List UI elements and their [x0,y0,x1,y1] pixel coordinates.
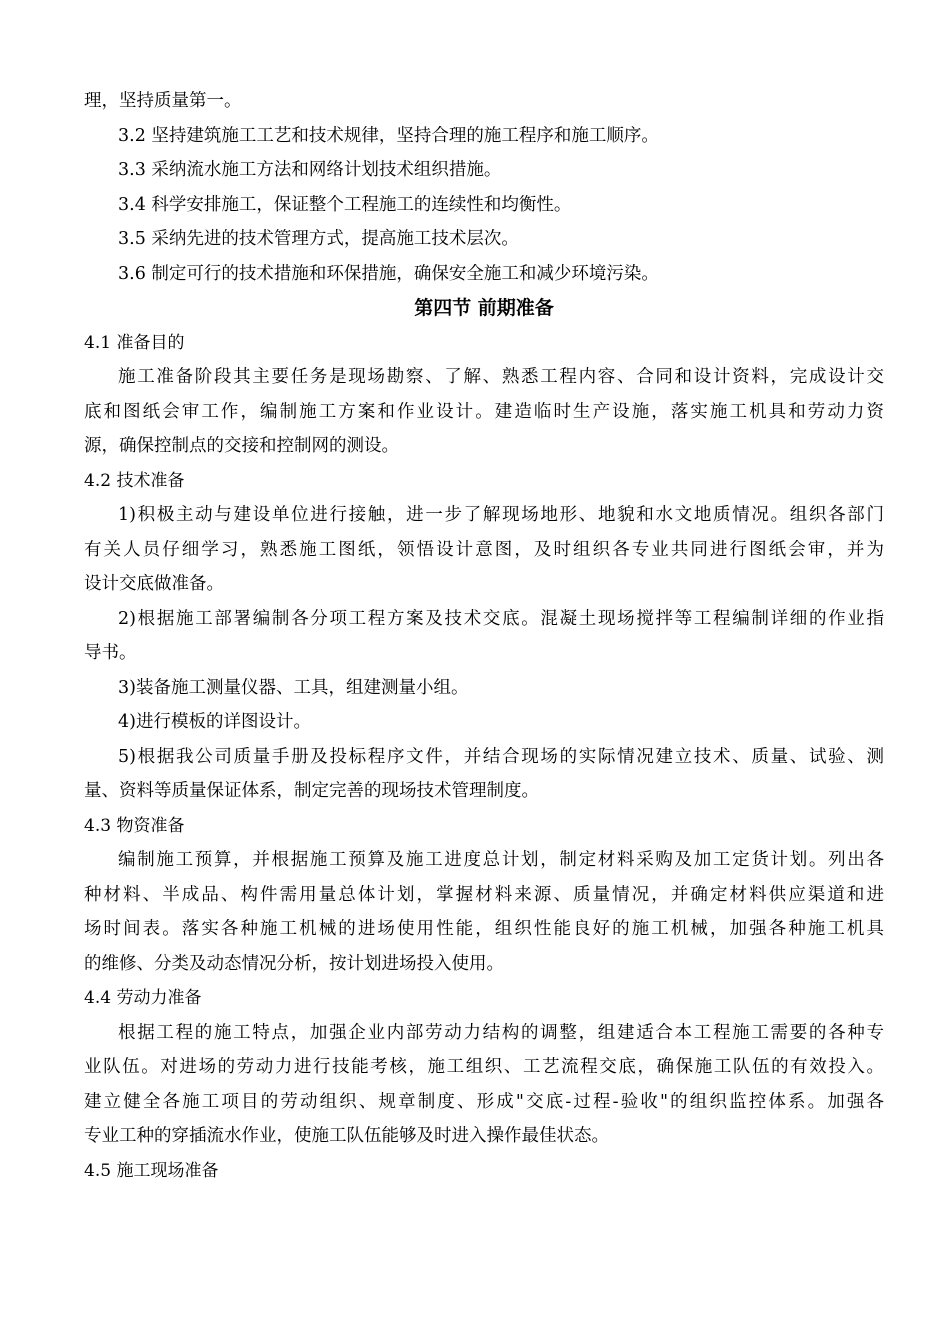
subsection-heading-4-1: 4.1 准备目的 [84,332,185,353]
paragraph-line: 底和图纸会审工作，编制施工方案和作业设计。建造临时生产设施，落实施工机具和劳动力资 [84,401,884,422]
paragraph-line: 导书。 [84,643,137,663]
paragraph-line: 设计交底做准备。 [84,574,224,594]
paragraph-line: 种材料、半成品、构件需用量总体计划，掌握材料来源、质量情况，并确定材料供应渠道和进 [84,884,884,905]
principle-3-4: 3.4 科学安排施工，保证整个工程施工的连续性和均衡性。 [118,194,572,215]
principle-3-6: 3.6 制定可行的技术措施和环保措施，确保安全施工和减少环境污染。 [118,263,659,284]
paragraph-line: 根据工程的施工特点，加强企业内部劳动力结构的调整，组建适合本工程施工需要的各种专 [118,1022,884,1043]
paragraph-line: 建立健全各施工项目的劳动组织、规章制度、形成"交底-过程-验收"的组织监控体系。加强各 [84,1091,884,1112]
paragraph-line: 专业工种的穿插流水作业，使施工队伍能够及时进入操作最佳状态。 [84,1126,609,1146]
subsection-heading-4-5: 4.5 施工现场准备 [84,1160,219,1181]
paragraph-line: 业队伍。对进场的劳动力进行技能考核，施工组织、工艺流程交底，确保施工队伍的有效投入。 [84,1057,884,1077]
paragraph-line: 编制施工预算，并根据施工预算及施工进度总计划，制定材料采购及加工定货计划。列出各 [118,850,884,870]
paragraph-line: 场时间表。落实各种施工机械的进场使用性能，组织性能良好的施工机械，加强各种施工机具 [84,919,884,939]
paragraph-line: 量、资料等质量保证体系，制定完善的现场技术管理制度。 [84,781,539,801]
principle-3-2: 3.2 坚持建筑施工工艺和技术规律，坚持合理的施工程序和施工顺序。 [118,125,659,146]
paragraph-line: 5)根据我公司质量手册及投标程序文件，并结合现场的实际情况建立技术、质量、试验、测 [118,746,884,767]
paragraph-line: 2)根据施工部署编制各分项工程方案及技术交底。混凝土现场搅拌等工程编制详细的作业指 [118,608,884,629]
paragraph-line: 有关人员仔细学习，熟悉施工图纸，领悟设计意图，及时组织各专业共同进行图纸会审，并为 [84,539,884,560]
paragraph-line: 理，坚持质量第一。 [84,91,242,111]
paragraph-line: 源，确保控制点的交接和控制网的测设。 [84,436,399,456]
paragraph-line: 施工准备阶段其主要任务是现场勘察、了解、熟悉工程内容、合同和设计资料，完成设计交 [118,367,884,387]
subsection-heading-4-2: 4.2 技术准备 [84,470,185,491]
principle-3-5: 3.5 采纳先进的技术管理方式，提高施工技术层次。 [118,229,519,249]
section-title: 第四节 前期准备 [414,297,554,319]
paragraph-line: 1)积极主动与建设单位进行接触，进一步了解现场地形、地貌和水文地质情况。组织各部门 [118,505,884,525]
paragraph-line: 的维修、分类及动态情况分析，按计划进场投入使用。 [84,953,504,974]
subsection-heading-4-4: 4.4 劳动力准备 [84,988,202,1008]
document-page [84,84,884,1188]
paragraph-line: 4)进行模板的详图设计。 [118,712,311,732]
principle-3-3: 3.3 采纳流水施工方法和网络计划技术组织措施。 [118,160,502,180]
paragraph-line: 3)装备施工测量仪器、工具，组建测量小组。 [118,677,469,698]
subsection-heading-4-3: 4.3 物资准备 [84,815,185,836]
